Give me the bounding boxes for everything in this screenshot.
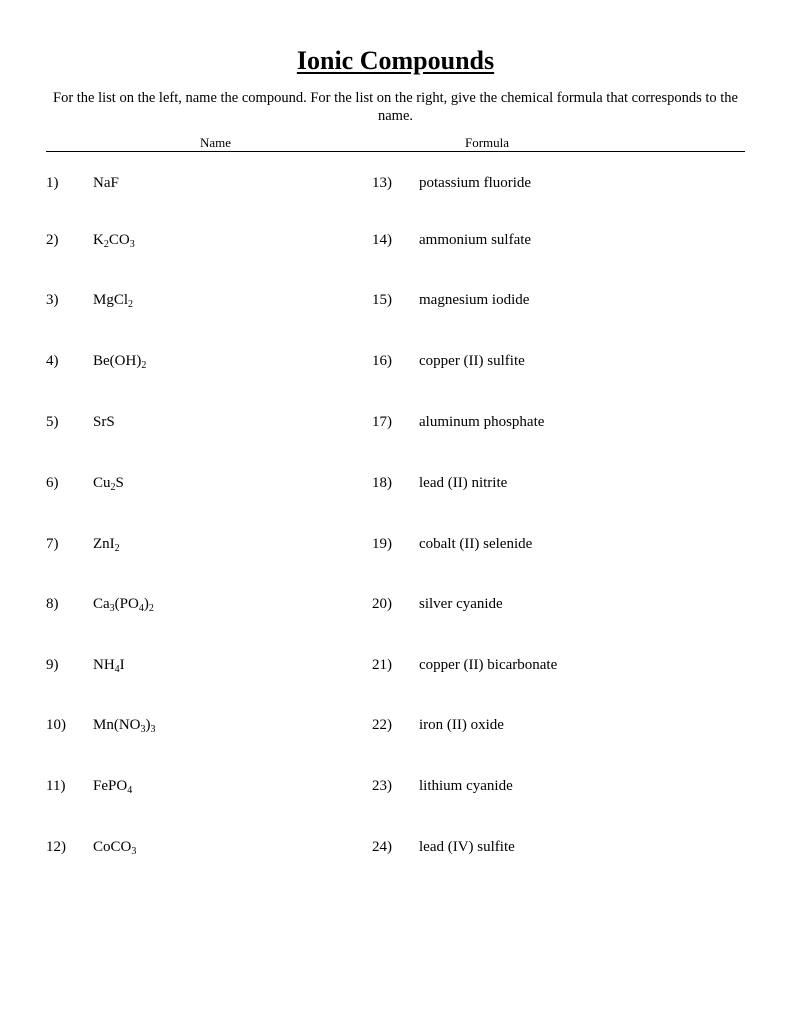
formula-text: S — [115, 475, 124, 491]
question-number: 8) — [46, 596, 59, 612]
question-number: 16) — [372, 353, 392, 369]
compound-name: iron (II) oxide — [419, 717, 504, 733]
question-row — [0, 229, 791, 251]
formula-subscript: 2 — [141, 360, 147, 371]
question-number: 12) — [46, 839, 66, 855]
formula-text: Ca — [93, 596, 110, 612]
compound-formula — [93, 836, 136, 858]
formula-text: FePO — [93, 778, 128, 794]
question-number: 6) — [46, 475, 59, 491]
compound-name: magnesium iodide — [419, 292, 530, 308]
question-number: 4) — [46, 353, 59, 369]
compound-formula — [93, 289, 133, 311]
formula-text: K — [93, 232, 104, 248]
formula-subscript: 4 — [138, 603, 144, 614]
question-number: 5) — [46, 414, 59, 430]
formula-subscript: 3 — [109, 603, 115, 614]
formula-text: ZnI — [93, 536, 115, 552]
formula-text: NaF — [93, 175, 119, 191]
question-row — [0, 172, 791, 194]
compound-name: lead (II) nitrite — [419, 475, 508, 491]
question-row — [0, 472, 791, 494]
formula-text: (PO — [114, 596, 139, 612]
compound-formula — [93, 775, 132, 797]
compound-name: ammonium sulfate — [419, 232, 532, 248]
question-number: 22) — [372, 717, 392, 733]
formula-subscript: 4 — [127, 785, 133, 796]
question-row — [0, 289, 791, 311]
formula-subscript: 3 — [150, 724, 156, 735]
formula-subscript: 2 — [103, 239, 109, 250]
compound-formula — [93, 411, 115, 433]
compound-name: copper (II) bicarbonate — [419, 657, 558, 673]
question-number: 13) — [372, 175, 392, 191]
question-number: 21) — [372, 657, 392, 673]
formula-text: Be(OH) — [93, 353, 142, 369]
question-number: 2) — [46, 232, 59, 248]
compound-name: silver cyanide — [419, 596, 503, 612]
name-column-header: Name — [200, 135, 232, 150]
compound-formula — [93, 714, 156, 736]
column-header-row — [46, 134, 745, 152]
question-number: 15) — [372, 292, 392, 308]
compound-formula — [93, 229, 135, 251]
question-number: 18) — [372, 475, 392, 491]
instructions-text: For the list on the left, name the compound. For the list on the right, give the chemical formula that corresponds to the name. — [53, 90, 738, 124]
formula-subscript: 3 — [129, 239, 135, 250]
question-number: 23) — [372, 778, 392, 794]
question-number: 10) — [46, 717, 66, 733]
page-title: Ionic Compounds — [296, 46, 495, 75]
formula-text: Cu — [93, 475, 111, 491]
compound-name: copper (II) sulfite — [419, 353, 525, 369]
formula-subscript: 3 — [140, 724, 146, 735]
question-number: 17) — [372, 414, 392, 430]
formula-text: CO — [108, 232, 130, 248]
question-row — [0, 836, 791, 858]
formula-subscript: 2 — [128, 299, 134, 310]
question-number: 7) — [46, 536, 59, 552]
compound-formula — [93, 533, 120, 555]
question-number: 20) — [372, 596, 392, 612]
formula-subscript: 2 — [148, 603, 154, 614]
compound-name: lead (IV) sulfite — [419, 839, 515, 855]
compound-formula — [93, 472, 124, 494]
question-number: 24) — [372, 839, 392, 855]
compound-formula — [93, 593, 154, 615]
formula-text: NH — [93, 657, 115, 673]
question-row — [0, 533, 791, 555]
question-number: 14) — [372, 232, 392, 248]
formula-subscript: 2 — [110, 482, 116, 493]
question-row — [0, 350, 791, 372]
compound-formula — [93, 350, 146, 372]
formula-text: MgCl — [93, 292, 129, 308]
formula-text: ) — [145, 717, 151, 733]
question-row — [0, 593, 791, 615]
compound-name: cobalt (II) selenide — [419, 536, 533, 552]
question-row — [0, 411, 791, 433]
question-number: 11) — [46, 778, 66, 794]
question-number: 9) — [46, 657, 59, 673]
formula-subscript: 2 — [114, 543, 120, 554]
formula-subscript: 4 — [114, 664, 120, 675]
question-row — [0, 654, 791, 676]
compound-name: potassium fluoride — [419, 175, 532, 191]
compound-name: aluminum phosphate — [419, 414, 545, 430]
question-row — [0, 775, 791, 797]
question-number: 19) — [372, 536, 392, 552]
formula-subscript: 3 — [131, 846, 137, 857]
formula-text: ) — [143, 596, 149, 612]
formula-text: SrS — [93, 414, 115, 430]
question-row — [0, 714, 791, 736]
formula-text: I — [119, 657, 125, 673]
compound-name: lithium cyanide — [419, 778, 513, 794]
question-number: 3) — [46, 292, 59, 308]
formula-text: CoCO — [93, 839, 132, 855]
compound-formula — [93, 172, 119, 194]
compound-formula — [93, 654, 125, 676]
formula-column-header: Formula — [465, 135, 510, 150]
question-number: 1) — [46, 175, 59, 191]
formula-text: Mn(NO — [93, 717, 141, 733]
